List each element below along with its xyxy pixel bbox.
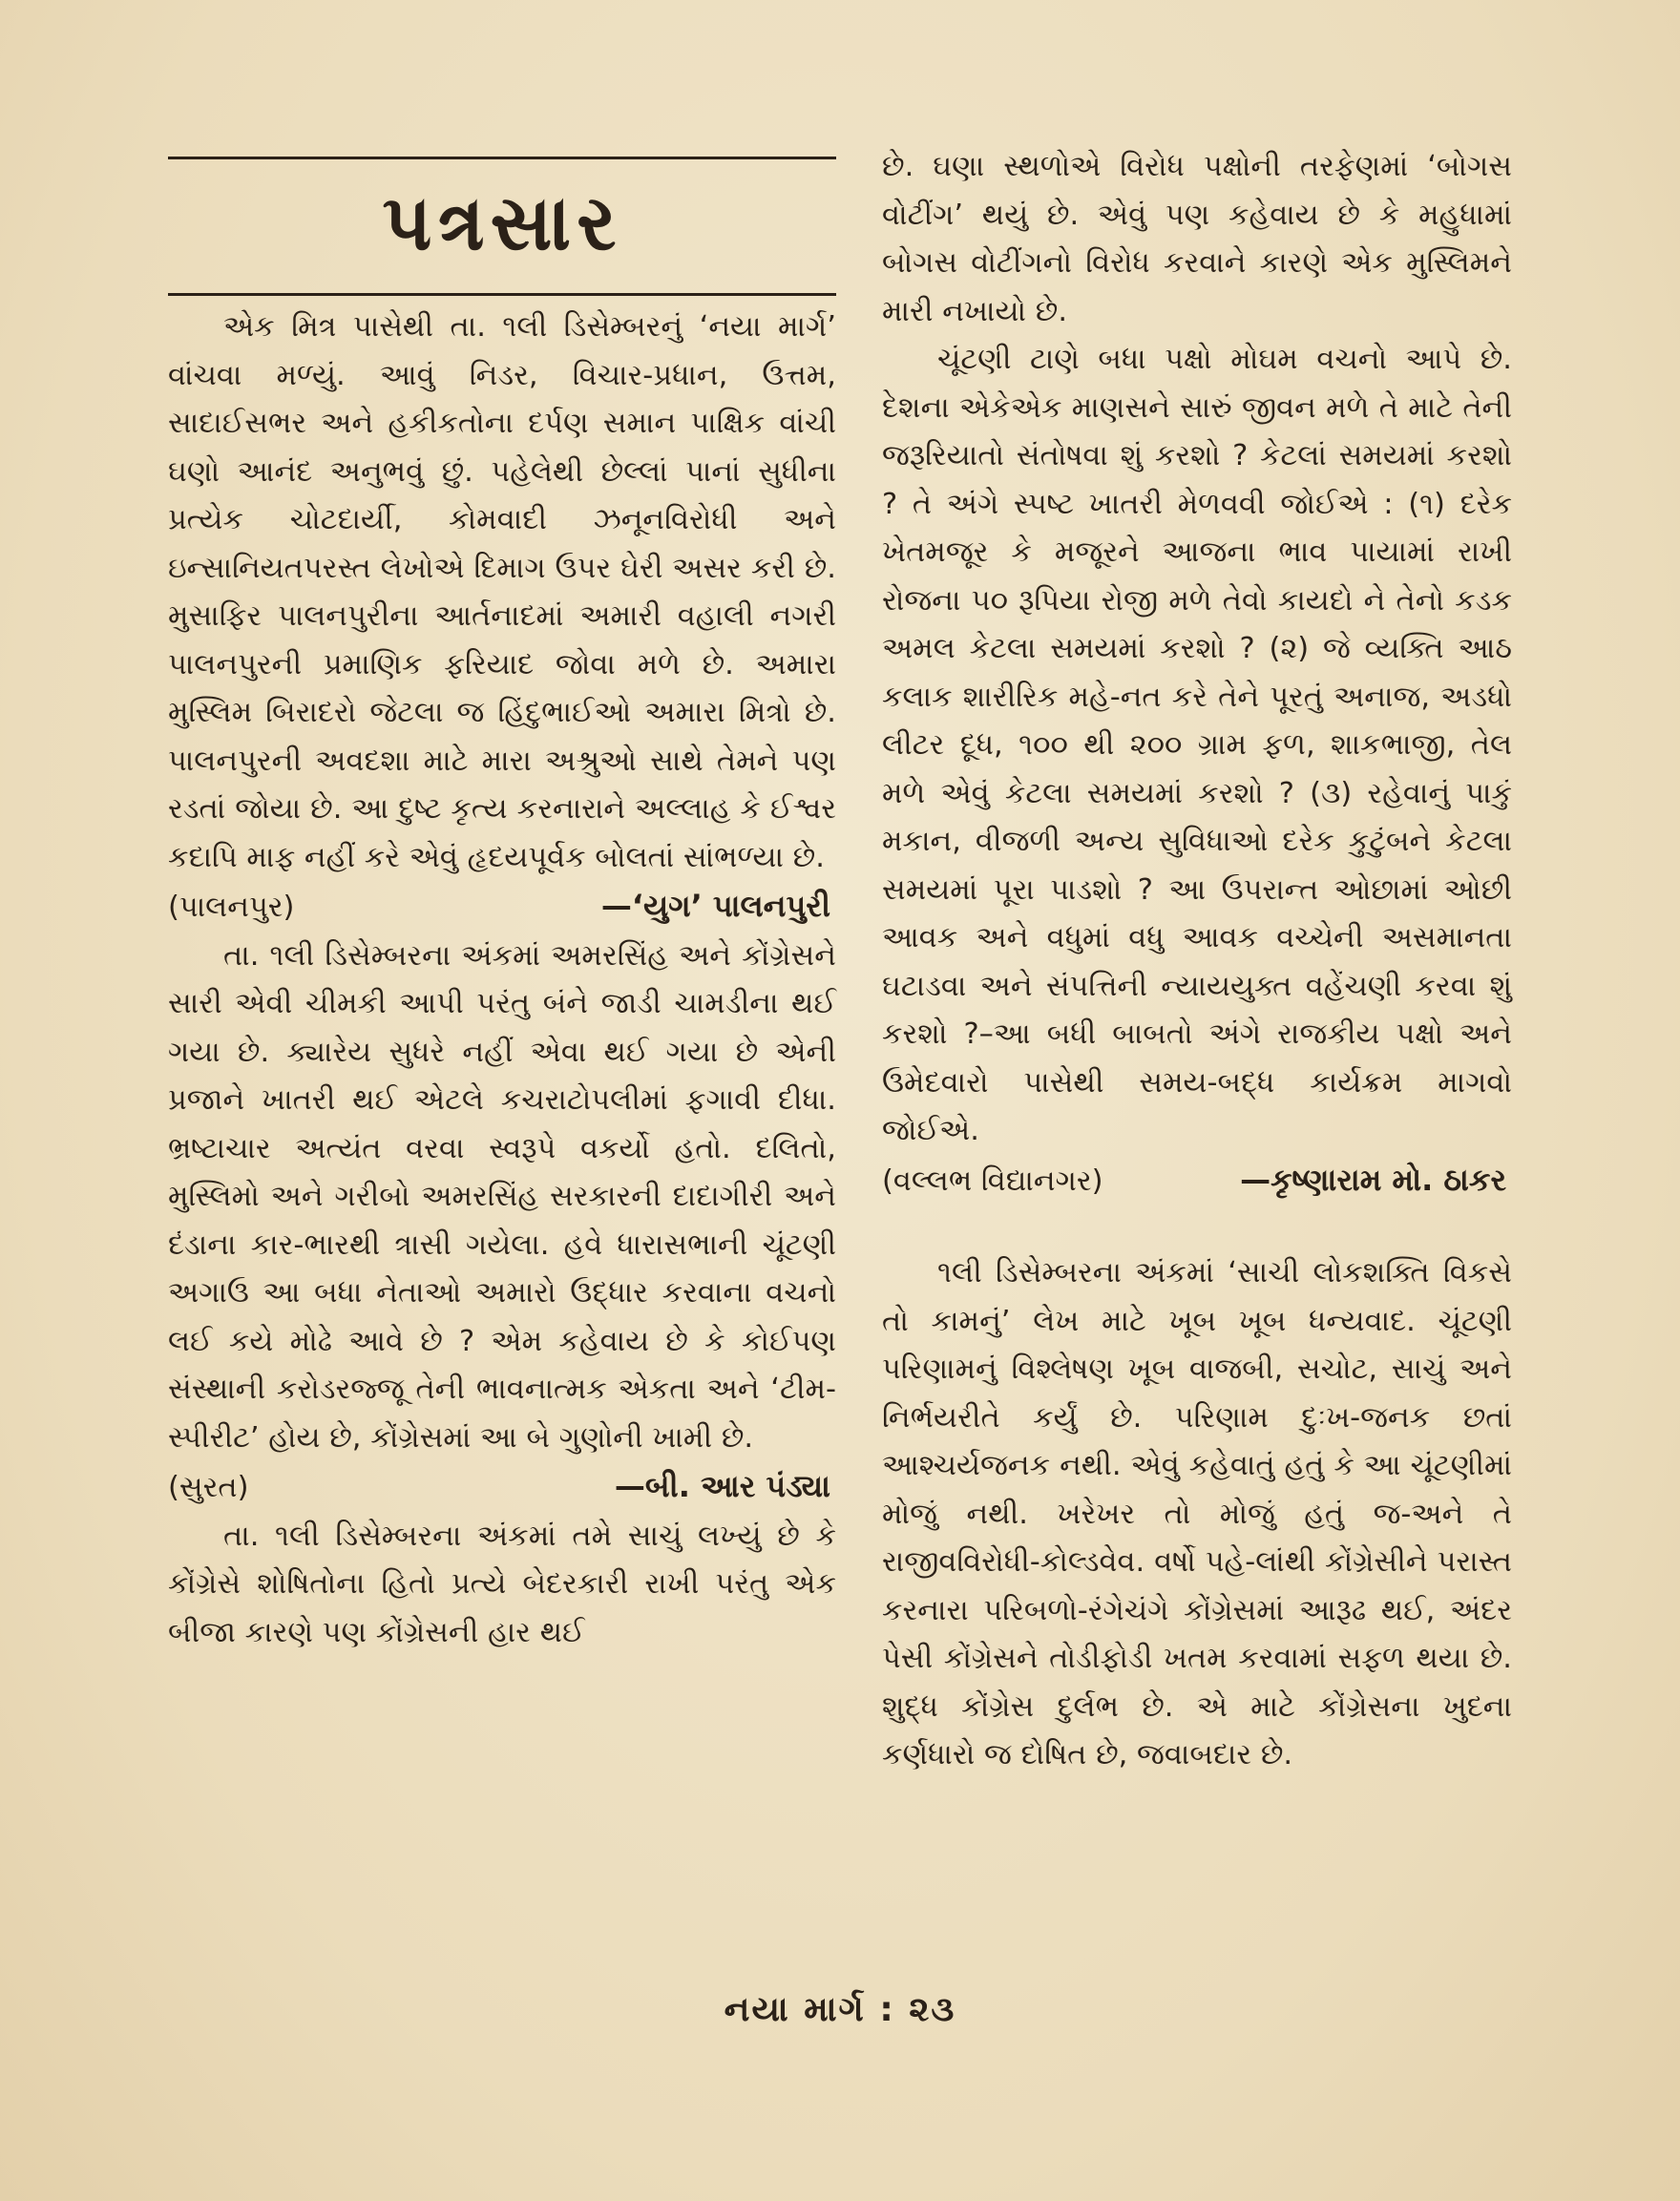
letter-1-body: એક મિત્ર પાસેથી તા. ૧લી ડિસેમ્બરનું ‘નયા માર્ગ’ વાંચવા મળ્યું. આવું નિડર, વિચાર-પ્રધાન, ઉત્તમ, સાદાઈસભર અને હકીકતોના દર્પણ સમાન પાક્ષિક વાંચી ઘણો આનંદ અનુભવું છું. પહેલેથી છેલ્લાં પાનાં સુધીના પ્રત્યેક ચોટદાર્યી, કોમવાદી ઝનૂનવિરોધી અને ઇન્સાનિયતપરસ્ત લેખોએ દિમાગ ઉપર ઘેરી અસર કરી છે. મુસાફિર પાલનપુરીના આર્તનાદમાં અમારી વહાલી નગરી પાલનપુરની પ્રમાણિક ફરિયાદ જોવા મળે છે. અમારા મુસ્લિમ બિરાદરો જેટલા જ હિંદુભાઈઓ અમારા મિત્રો છે. પાલનપુરની અવદશા માટે મારા અશ્રુઓ સાથે તેમને પણ રડતાં જોયા છે. આ દુષ્ટ કૃત્ય કરનારાને અલ્લાહ કે ઈશ્વર કદાપિ માફ નહીં કરે એવું હૃદયપૂર્વક બોલતાં સાંભળ્યા છે. [168,310,836,874]
page-footer: નયા માર્ગ : ૨૩ [724,1990,956,2029]
letter-2-signature [168,1462,836,1513]
letter-3-body-start: તા. ૧લી ડિસેમ્બરના અંકમાં તમે સાચું લખ્યું છે કે કોંગ્રેસે શોષિતોના હિતો પ્રત્યે બેદરકારી રાખી પરંતુ એક બીજા કારણે પણ કોંગ્રેસની હાર થઈ [168,1519,836,1649]
right-column [882,143,1512,1780]
letter-1-author: —‘યુગ’ પાલનપુરી [600,888,830,924]
letter-2-place: (સુરત) [168,1471,249,1504]
letter-1-signature [168,882,836,933]
page-title: પત્રસાર [382,178,622,267]
left-column [168,143,836,1657]
title-top-rule [168,157,836,159]
letter-separator-space [882,1205,1512,1249]
letter-2-body: તા. ૧લી ડિસેમ્બરના અંકમાં અમરસિંહ અને કોંગ્રેસને સારી એવી ચીમકી આપી પરંતુ બંને જાડી ચામડીના થઈ ગયા છે. ક્યારેય સુધરે નહીં એવા થઈ ગયા છે એની પ્રજાને ખાતરી થઈ એટલે કચરાટોપલીમાં ફગાવી દીધા. ભ્રષ્ટાચાર અત્યંત વરવા સ્વરૂપે વકર્યો હતો. દલિતો, મુસ્લિમો અને ગરીબો અમરસિંહ સરકારની દાદાગીરી અને દંડાના કાર-ભારથી ત્રાસી ગયેલા. હવે ધારાસભાની ચૂંટણી અગાઉ આ બધા નેતાઓ અમારો ઉદ્ધાર કરવાના વચનો લઈ કયે મોઢે આવે છે ? એમ કહેવાય છે કે કોઈપણ સંસ્થાની કરોડરજ્જૂ તેની ભાવનાત્મક એકતા અને ‘ટીમ-સ્પીરીટ’ હોય છે, કોંગ્રેસમાં આ બે ગુણોની ખામી છે. [168,938,836,1455]
letter-3-author: —કૃષ્ણારામ મો. ઠાકર [1240,1161,1506,1198]
letter-3-place: (વલ્લભ વિદ્યાનગર) [882,1163,1103,1198]
title-bottom-rule [168,293,836,296]
letter-3-body-para2: ચૂંટણી ટાણે બધા પક્ષો મોઘમ વચનો આપે છે. દેશના એકેએક માણસને સારું જીવન મળે તે માટે તેની જરૂરિયાતો સંતોષવા શું કરશો ? કેટલાં સમયમાં કરશો ? તે અંગે સ્પષ્ટ ખાતરી મેળવવી જોઈએ : (૧) દરેક ખેતમજૂર કે મજૂરને આજના ભાવ પાયામાં રાખી રોજના ૫૦ રૂપિયા રોજી મળે તેવો કાયદો ને તેનો કડક અમલ કેટલા સમયમાં કરશો ? (૨) જે વ્યક્તિ આઠ કલાક શારીરિક મહે-નત કરે તેને પૂરતું અનાજ, અડધો લીટર દૂધ, ૧૦૦ થી ૨૦૦ ગ્રામ ફળ, શાકભાજી, તેલ મળે એવું કેટલા સમયમાં કરશો ? (૩) રહેવાનું પાકું મકાન, વીજળી અન્ય સુવિધાઓ દરેક કુટુંબને કેટલા સમયમાં પૂરા પાડશો ? આ ઉપરાન્ત ઓછામાં ઓછી આવક અને વધુમાં વધુ આવક વચ્ચેની અસમાનતા ઘટાડવા અને સંપત્તિની ન્યાયયુક્ત વહેંચણી કરવા શું કરશો ?–આ બધી બાબતો અંગે રાજકીય પક્ષો અને ઉમેદવારો પાસેથી સમય-બદ્ધ કાર્યક્રમ માગવો જોઈએ. [882,343,1512,1147]
letter-2-author: —બી. આર પંડ્યા [614,1468,830,1504]
letter-3-body-continued: છે. ઘણા સ્થળોએ વિરોધ પક્ષોની તરફેણમાં ‘બોગસ વોટીંગ’ થયું છે. એવું પણ કહેવાય છે કે મહુધામાં બોગસ વોટીંગનો વિરોધ કરવાને કારણે એક મુસ્લિમને મારી નખાયો છે. [882,150,1512,328]
letter-3-signature [882,1156,1512,1206]
letter-1-place: (પાલનપુર) [168,891,295,924]
letter-4-body: ૧લી ડિસેમ્બરના અંકમાં ‘સાચી લોકશક્તિ વિકસે તો કામનું’ લેખ માટે ખૂબ ખૂબ ધન્યવાદ. ચૂંટણી પરિણામનું વિશ્લેષણ ખૂબ વાજબી, સચોટ, સાચું અને નિર્ભયરીતે કર્યું છે. પરિણામ દુઃખ-જનક છતાં આશ્ચર્યજનક નથી. એવું કહેવાતું હતું કે આ ચૂંટણીમાં મોજું નથી. ખરેખર તો મોજું હતું જ-અને તે રાજીવવિરોધી-કોલ્ડવેવ. વર્ષો પહે-લાંથી કોંગ્રેસીને પરાસ્ત કરનારા પરિબળો-રંગેચંગે કોંગ્રેસમાં આરૂઢ થઈ, અંદર પેસી કોંગ્રેસને તોડીફોડી ખતમ કરવામાં સફળ થયા છે. શુદ્ધ કોંગ્રેસ દુર્લભ છે. એ માટે કોંગ્રેસના ખુદના કર્ણધારો જ દોષિત છે, જવાબદાર છે. [882,1256,1512,1771]
